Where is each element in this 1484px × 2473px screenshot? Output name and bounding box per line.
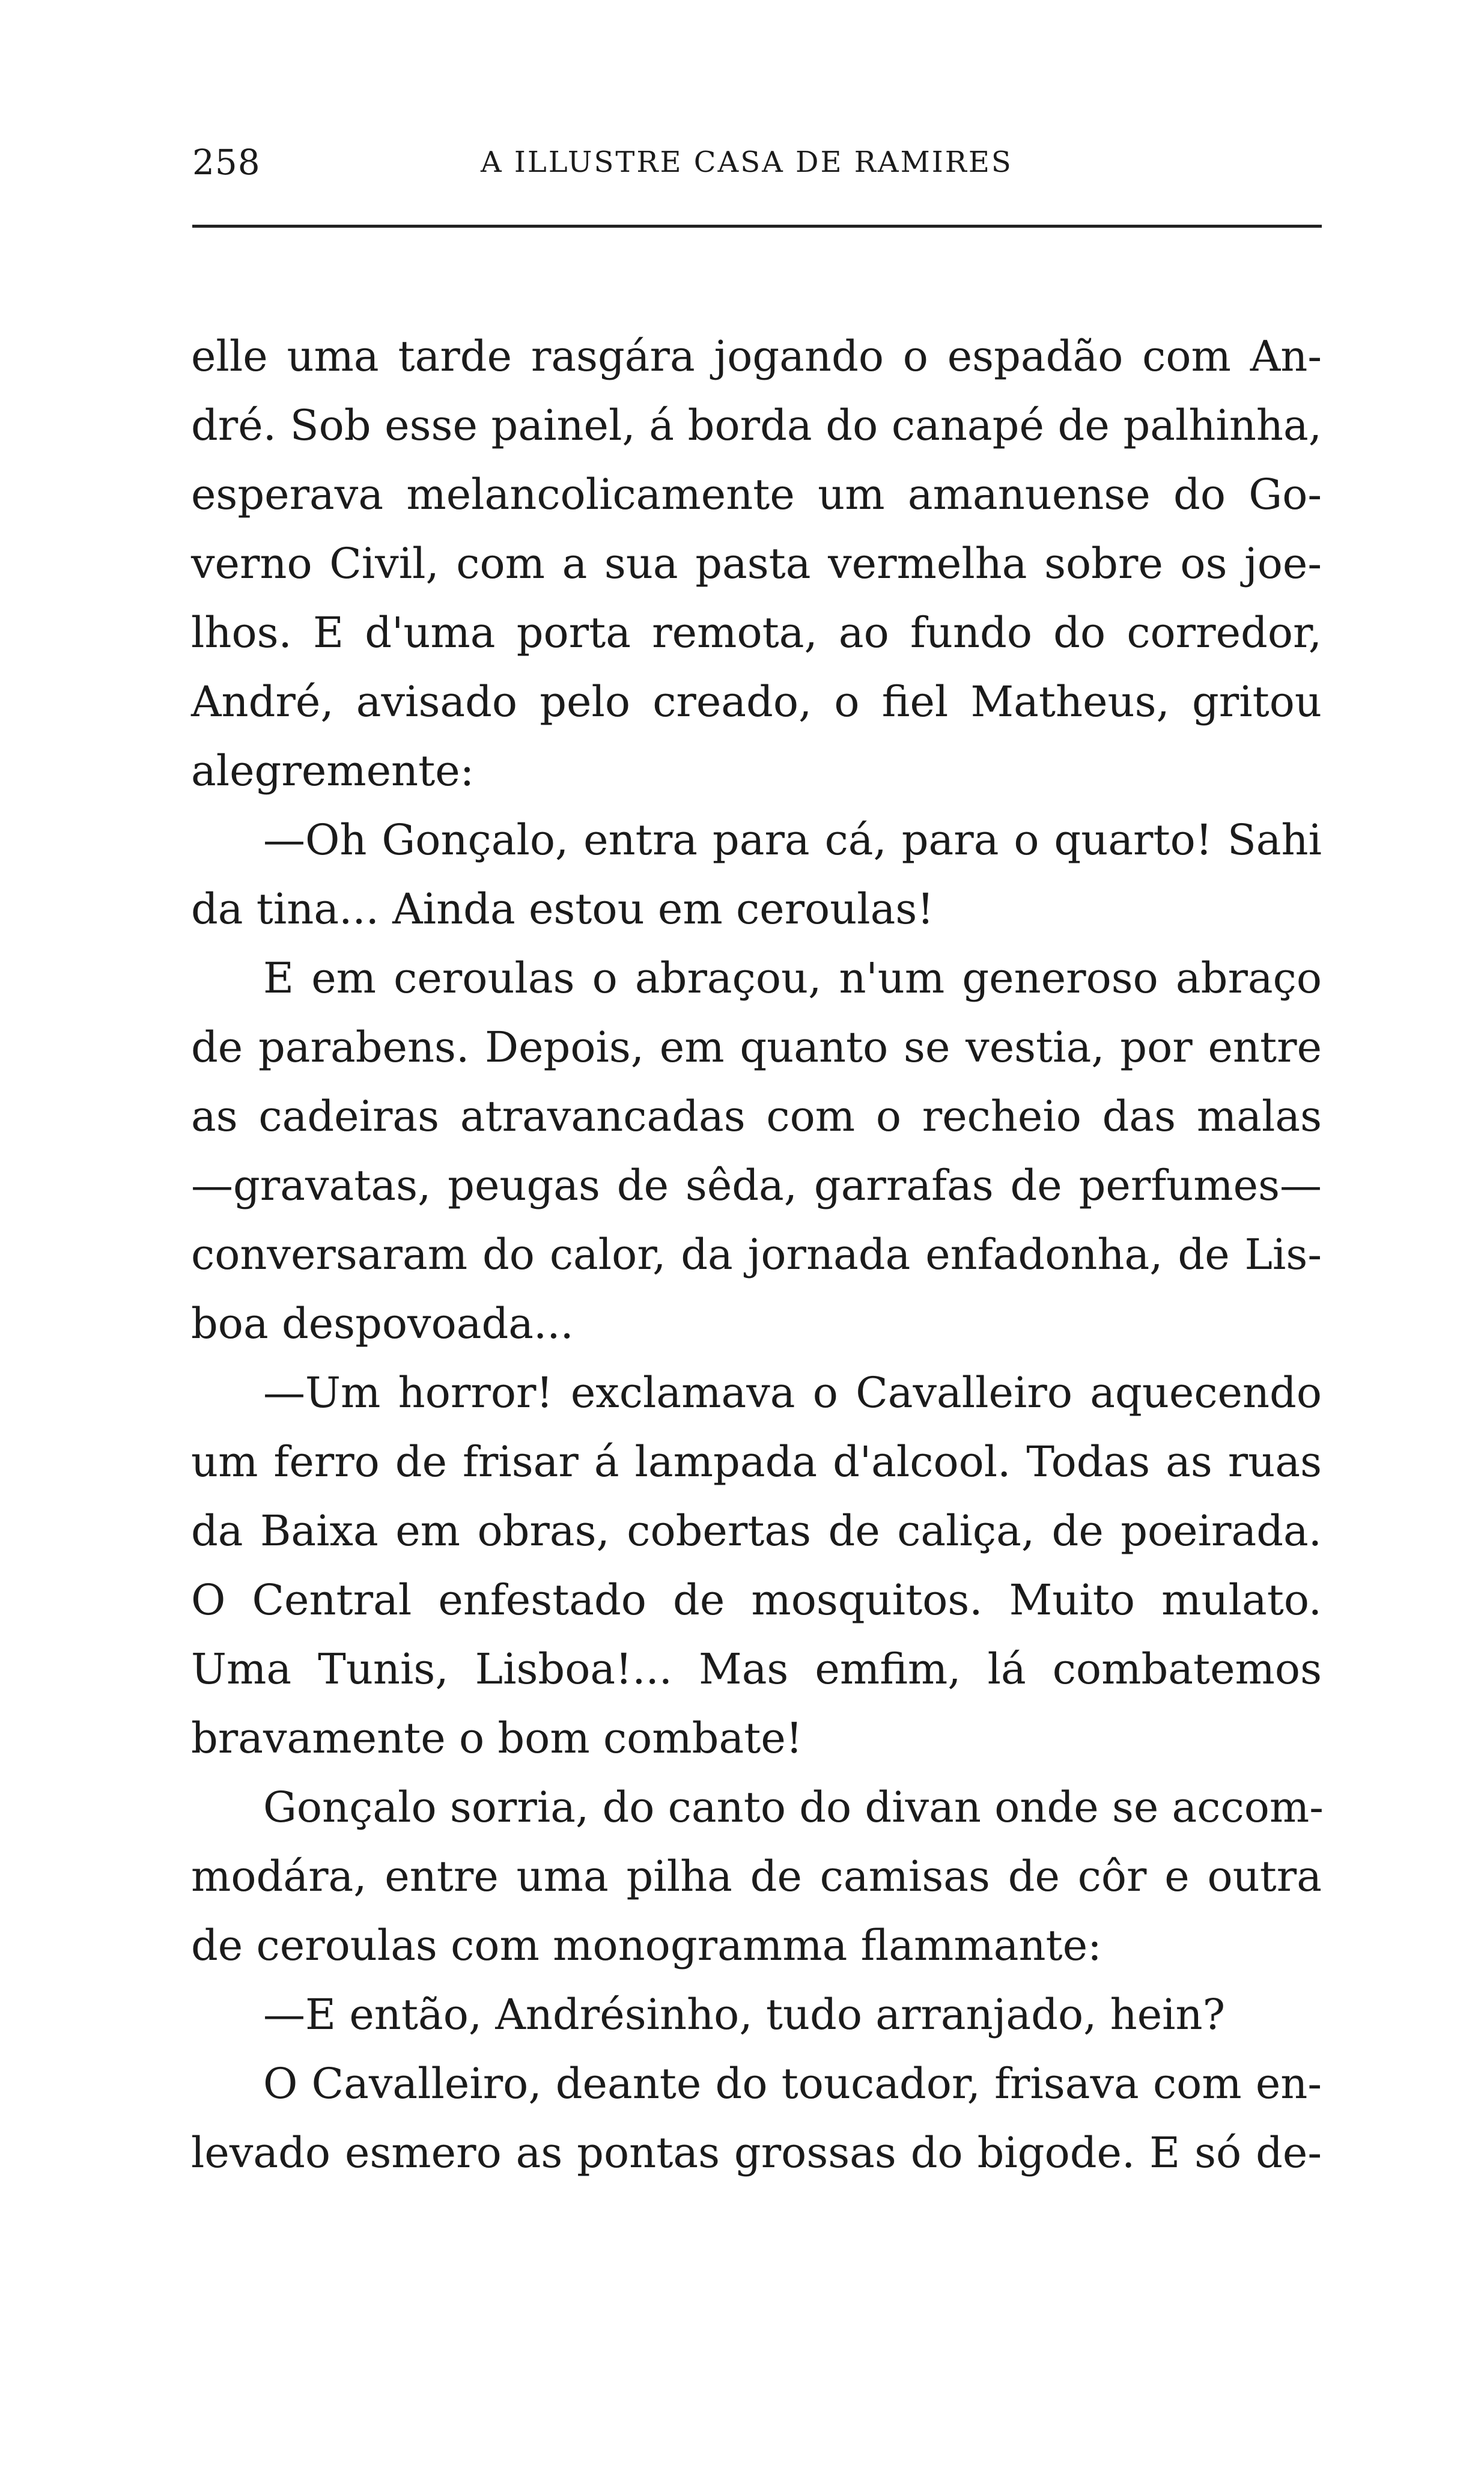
text-line: conversaram do calor, da jornada enfadonha, de Lis-: [191, 1230, 1322, 1279]
body-text: [191, 322, 1322, 2188]
text-line: Gonçalo sorria, do canto do divan onde se accom-: [263, 1783, 1324, 1832]
text-line: modára, entre uma pilha de camisas de côr e outra: [191, 1852, 1322, 1901]
text-line: um ferro de frisar á lampada d'alcool. Todas as ruas: [191, 1437, 1322, 1486]
running-title: A ILLUSTRE CASA DE RAMIRES: [481, 145, 1013, 179]
text-line: levado esmero as pontas grossas do bigode. E só de-: [191, 2128, 1322, 2177]
text-line: boa despovoada...: [191, 1299, 574, 1348]
text-line: dré. Sob esse painel, á borda do canapé de palhinha,: [191, 401, 1322, 450]
text-line: lhos. E d'uma porta remota, ao fundo do corredor,: [191, 608, 1322, 657]
text-line: alegremente:: [191, 746, 475, 795]
page-number: 258: [192, 142, 261, 183]
text-line: da tina... Ainda estou em ceroulas!: [191, 884, 934, 934]
text-line: O Cavalleiro, deante do toucador, frisava com en-: [263, 2059, 1322, 2108]
text-line: elle uma tarde rasgára jogando o espadão com An-: [191, 332, 1322, 381]
text-line: —E então, Andrésinho, tudo arranjado, hein?: [263, 1990, 1226, 2039]
text-line: da Baixa em obras, cobertas de caliça, de poeirada.: [191, 1506, 1322, 1556]
header-rule: [192, 225, 1322, 228]
page-header: [192, 142, 1322, 190]
text-line: de parabens. Depois, em quanto se vestia, por entre: [191, 1023, 1322, 1072]
text-line: O Central enfestado de mosquitos. Muito mulato.: [191, 1575, 1322, 1625]
text-line: —Um horror! exclamava o Cavalleiro aquecendo: [263, 1368, 1322, 1417]
text-line: —Oh Gonçalo, entra para cá, para o quarto! Sahi: [263, 815, 1322, 865]
text-line: André, avisado pelo creado, o fiel Matheus, gritou: [191, 677, 1322, 726]
text-line: esperava melancolicamente um amanuense do Go-: [191, 470, 1322, 519]
text-line: Uma Tunis, Lisboa!... Mas emfim, lá combatemos: [191, 1644, 1322, 1694]
text-line: as cadeiras atravancadas com o recheio das malas: [191, 1092, 1322, 1141]
text-line: E em ceroulas o abraçou, n'um generoso abraço: [263, 954, 1322, 1003]
text-line: bravamente o bom combate!: [191, 1714, 803, 1763]
text-line: verno Civil, com a sua pasta vermelha sobre os joe-: [191, 539, 1322, 588]
text-line: de ceroulas com monogramma flammante:: [191, 1921, 1102, 1970]
text-line: —gravatas, peugas de sêda, garrafas de perfumes—: [191, 1161, 1322, 1210]
